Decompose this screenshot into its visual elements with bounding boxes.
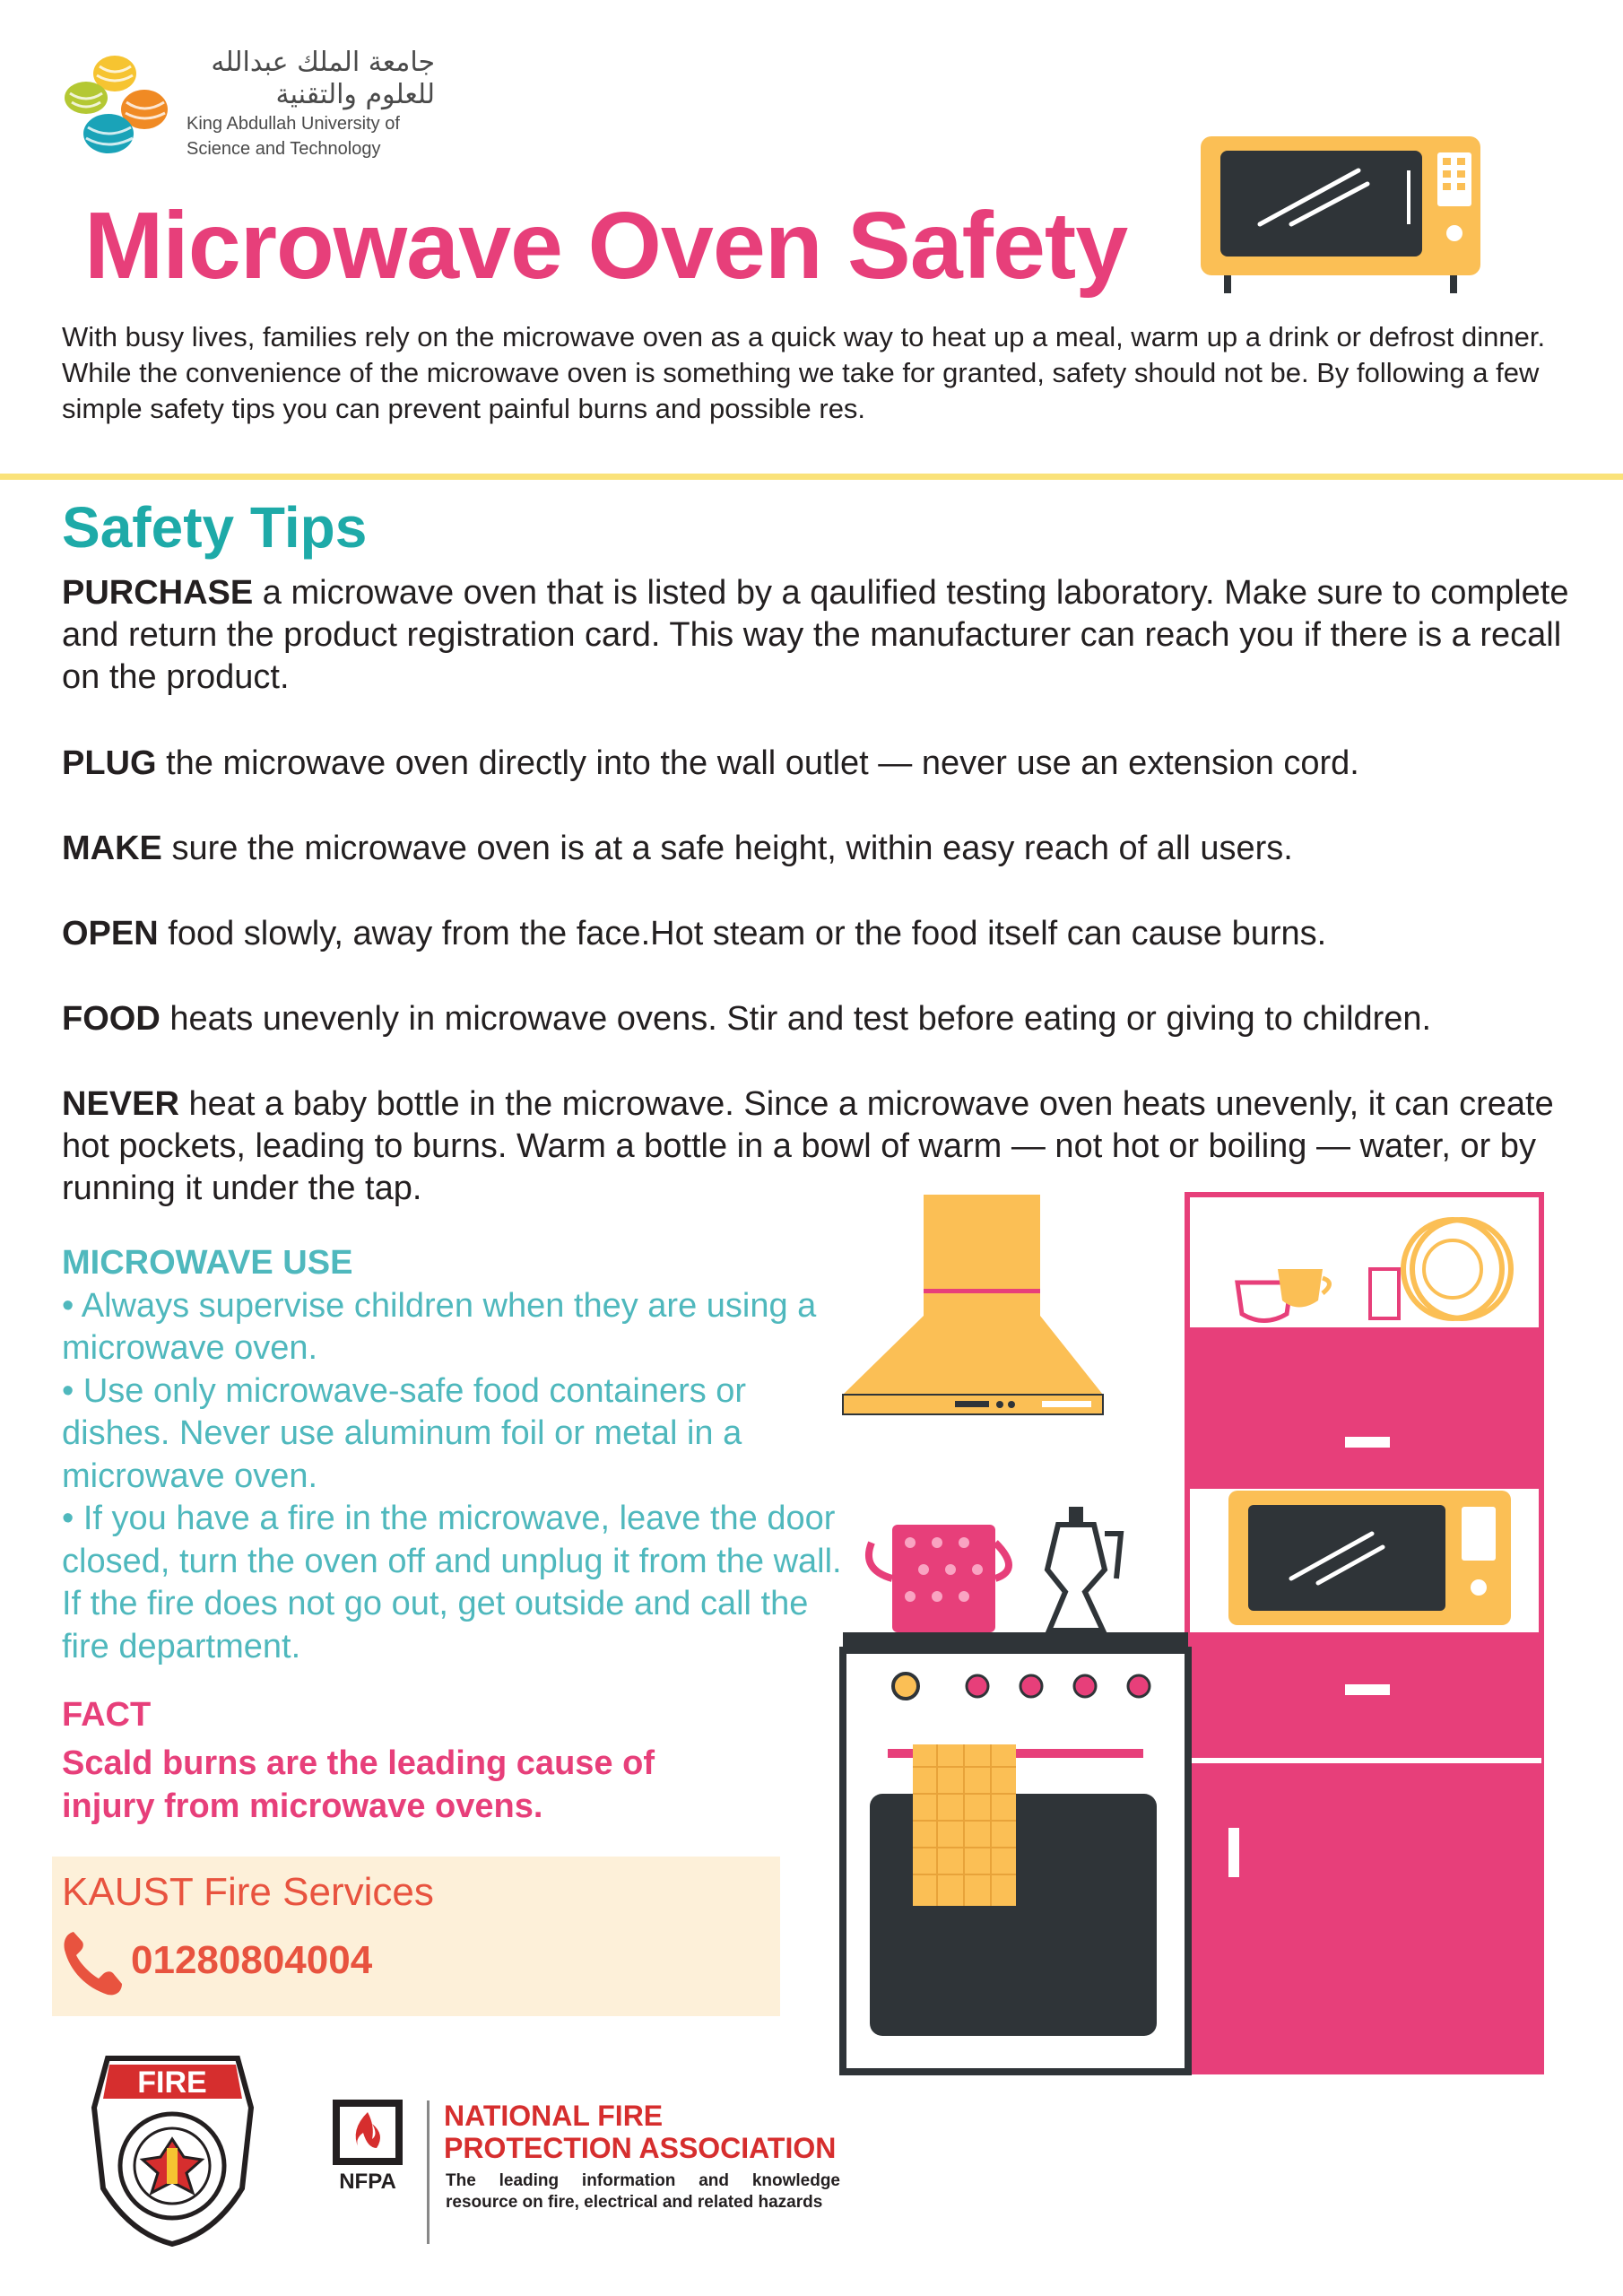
microwave-illustration (1197, 135, 1484, 296)
phone-number[interactable]: 01280804004 (131, 1938, 373, 1982)
tip-text: sure the microwave oven is at a safe height, within easy reach of all users. (161, 830, 1293, 867)
tip-text: the microwave oven directly into the wall outlet — never use an extension cord. (156, 744, 1359, 782)
university-name-english: King Abdullah University of Science and Technology (187, 114, 400, 159)
fire-badge-label: FIRE (137, 2066, 207, 2100)
microwave-use-section (62, 1242, 860, 1668)
tip-keyword: FOOD (62, 1000, 161, 1038)
nfpa-name-line2: PROTECTION ASSOCIATION (444, 2132, 837, 2164)
tip-text: a microwave oven that is listed by a qaulified testing laboratory. Make sure to complete and return the product registration card. This way the manufacturer can reach you if there is a recall on the product. (62, 574, 1569, 696)
tip-purchase (62, 572, 1577, 699)
safety-tips-heading: Safety Tips (62, 495, 368, 560)
tip-open (62, 913, 1577, 955)
tip-keyword: PLUG (62, 744, 157, 782)
kitchen-illustration (834, 1184, 1551, 2081)
tip-food (62, 998, 1577, 1040)
tip-keyword: OPEN (62, 915, 159, 952)
microwave-use-item: • If you have a fire in the microwave, leave the door closed, turn the oven off and unplug it from the wall. If the fire does not go out, get outside and call the fire department. (62, 1500, 842, 1665)
tip-keyword: NEVER (62, 1085, 179, 1123)
tip-text: heats unevenly in microwave ovens. Stir and test before eating or giving to children. (160, 1000, 1432, 1038)
tip-plug (62, 743, 1577, 785)
contact-name: KAUST Fire Services (62, 1870, 434, 1914)
nfpa-name-line1: NATIONAL FIRE (444, 2100, 664, 2132)
section-divider (0, 474, 1623, 480)
nfpa-tagline: The leading information and knowledge resource on fire, electrical and related hazards (446, 2171, 840, 2212)
fact-heading: FACT (62, 1696, 152, 1734)
tip-text: food slowly, away from the face.Hot steam or the food itself can cause burns. (158, 915, 1327, 952)
tip-keyword: PURCHASE (62, 574, 254, 612)
fact-text: Scald burns are the leading cause of injury from microwave ovens. (62, 1744, 655, 1825)
nfpa-logo (323, 2099, 412, 2197)
microwave-use-heading: MICROWAVE USE (62, 1244, 353, 1282)
page-title: Microwave Oven Safety (84, 193, 1128, 299)
footer-separator (427, 2100, 430, 2244)
tip-keyword: MAKE (62, 830, 162, 867)
kaust-fire-dept-logo (90, 2054, 256, 2247)
nfpa-short-label: NFPA (339, 2170, 396, 2194)
tip-text: heat a baby bottle in the microwave. Since a microwave oven heats unevenly, it can create hot pockets, leading to burns. Warm a bottle in a bowl of warm — not hot or boiling — water, or by running it under the tap. (62, 1085, 1554, 1207)
phone-icon (61, 1928, 124, 1998)
microwave-use-item: • Always supervise children when they are using a microwave oven. (62, 1286, 817, 1367)
intro-paragraph: With busy lives, families rely on the microwave oven as a quick way to heat up a meal, warm up a drink or defrost dinner. While the convenience of the microwave oven is something we take for granted, safety should not be. By following a few simple safety tips you can prevent painful burns and possible res. (62, 321, 1546, 424)
tip-make (62, 828, 1577, 870)
microwave-use-item: • Use only microwave-safe food containers or dishes. Never use aluminum foil or metal in a microwave oven. (62, 1371, 747, 1495)
kaust-logo (59, 48, 180, 161)
university-name-arabic: جامعة الملك عبدالله للعلوم والتقنية (211, 47, 435, 110)
